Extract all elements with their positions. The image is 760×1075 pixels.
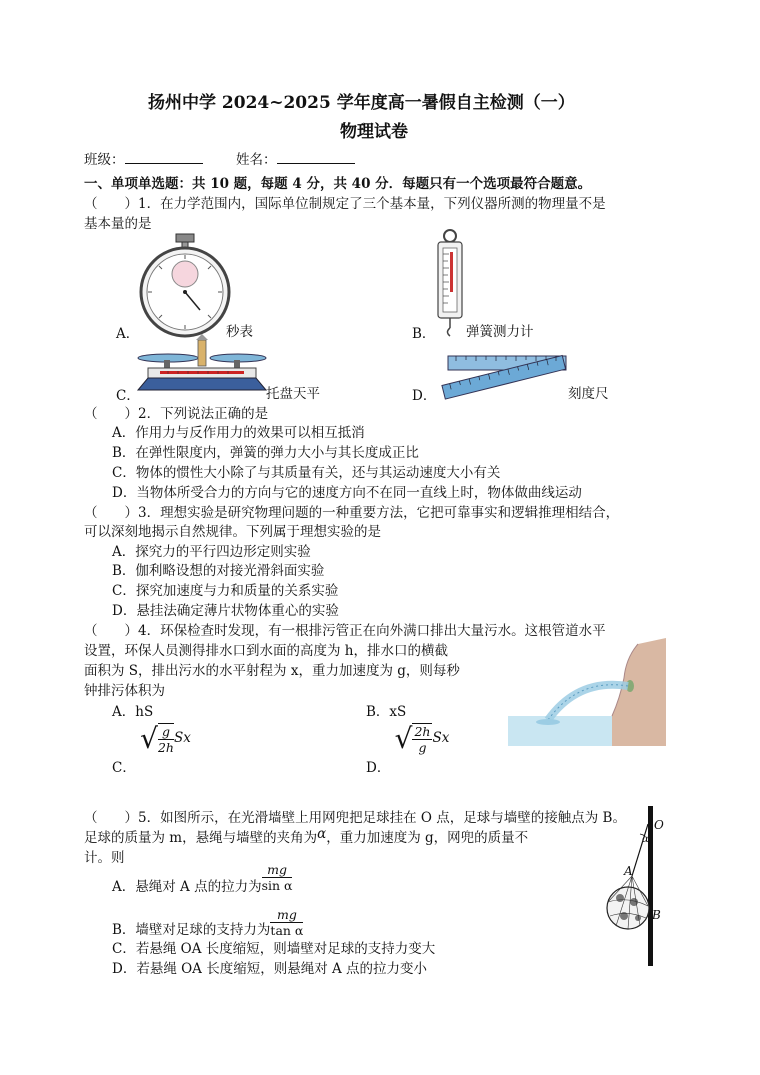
q4-d-fraction: $\frac{2h}{g}$ (414, 723, 431, 755)
q5-line2: 足球的质量为 m，悬绳与墙壁的夹角为α，重力加速度为 g，网兜的质量不 (84, 826, 529, 846)
q1-d-label: 刻度尺 (568, 386, 609, 402)
sqrt-symbol: √ (394, 722, 413, 755)
q2-option-a[interactable]: A．作用力与反作用力的效果可以相互抵消 (112, 425, 365, 441)
q5-line3: 计。则 (84, 850, 125, 866)
q4-line2: 设置，环保人员测得排水口到水面的高度为 h，排水口的横截 (84, 643, 448, 659)
class-field[interactable] (84, 148, 203, 168)
q1-option-c[interactable]: C． (116, 388, 140, 404)
q4-option-d[interactable]: D． √ $\frac{2h}{g}$ Sx (366, 722, 450, 776)
page-title: 扬州中学 2024~2025 学年度高一暑假自主检测（一） (148, 93, 575, 113)
q1-option-b[interactable]: B． (412, 326, 436, 342)
q1-line2: 基本量的是 (84, 216, 152, 232)
q3-option-d[interactable]: D．悬挂法确定薄片状物体重心的实验 (112, 603, 339, 619)
q4-line1: （ ）4．环保检查时发现，有一根排污管正在向外满口排出大量污水。这根管道水平 (84, 623, 606, 639)
fig-label-b: B (652, 908, 661, 922)
ruler-figure (442, 342, 568, 394)
q5-line1: （ ）5．如图所示，在光滑墙壁上用网兜把足球挂在 O 点，足球与墙壁的接触点为 B。 (84, 810, 626, 826)
q1-c-label: 托盘天平 (266, 386, 320, 402)
q4-line3: 面积为 S，排出污水的水平射程为 x，重力加速度为 g，则每秒 (84, 663, 460, 679)
stopwatch-figure (138, 234, 233, 334)
q3-option-c[interactable]: C．探究加速度与力和质量的关系实验 (112, 583, 339, 599)
q1-line1: （ ）1．在力学范围内，国际单位制规定了三个基本量，下列仪器所测的物理量不是 (84, 196, 606, 212)
q1-a-label: 秒表 (226, 324, 253, 340)
q1-option-d[interactable]: D． (412, 388, 437, 404)
fig-label-o: O (654, 818, 664, 832)
spring-scale-figure (432, 228, 468, 336)
q4-line4: 钟排污体积为 (84, 683, 165, 699)
football-figure (598, 806, 678, 966)
balance-figure (138, 338, 266, 398)
class-label: 班级： (84, 152, 125, 168)
name-label: 姓名： (236, 152, 277, 168)
q2-stem: （ ）2．下列说法正确的是 (84, 406, 269, 422)
name-blank (277, 151, 355, 164)
q4-c-fraction: $\frac{g}{2h}$ (157, 723, 174, 755)
q3-line1: （ ）3．理想实验是研究物理问题的一种重要方法，它把可靠事实和逻辑推理相结合， (84, 505, 620, 521)
q5-option-d[interactable]: D．若悬绳 OA 长度缩短，则悬绳对 A 点的拉力变小 (112, 961, 428, 977)
fig-label-a: A (624, 864, 633, 878)
sewage-pipe-figure (508, 638, 666, 746)
fig-label-alpha: α (642, 834, 649, 845)
name-field[interactable] (236, 148, 355, 168)
q3-option-b[interactable]: B．伽利略设想的对接光滑斜面实验 (112, 563, 325, 579)
q4-option-a[interactable]: A．hS (112, 704, 154, 720)
page-subtitle: 物理试卷 (340, 122, 408, 142)
class-blank (125, 151, 203, 164)
q2-option-c[interactable]: C．物体的惯性大小除了与其质量有关，还与其运动速度大小有关 (112, 465, 501, 481)
q5-option-c[interactable]: C．若悬绳 OA 长度缩短，则墙壁对足球的支持力变大 (112, 941, 436, 957)
section-heading: 一、单项单选题：共 10 题，每题 4 分，共 40 分．每题只有一个选项最符合题意。 (84, 176, 592, 192)
q1-b-label: 弹簧测力计 (466, 324, 534, 340)
q4-option-c[interactable]: C． √ $\frac{g}{2h}$ Sx (112, 722, 191, 776)
sqrt-symbol: √ (140, 722, 158, 755)
q3-line2: 可以深刻地揭示自然规律。下列属于理想实验的是 (84, 524, 381, 540)
q1-option-a[interactable]: A． (116, 326, 140, 342)
q2-option-d[interactable]: D．当物体所受合力的方向与它的速度方向不在同一直线上时，物体做曲线运动 (112, 485, 582, 501)
q5-option-a[interactable]: A．悬绳对 A 点的拉力为 $\frac{mg}{\text{sin α}}$ (112, 862, 293, 895)
q5-a-fraction: $\frac{mg}{\text{sin α}}$ (261, 862, 293, 893)
q5-b-fraction: $\frac{mg}{\text{tan α}}$ (270, 907, 304, 938)
q2-option-b[interactable]: B．在弹性限度内，弹簧的弹力大小与其长度成正比 (112, 445, 419, 461)
q4-option-b[interactable]: B．xS (366, 704, 407, 720)
q5-option-b[interactable]: B．墙壁对足球的支持力为 $\frac{mg}{\text{tan α}}$ (112, 907, 304, 938)
q3-option-a[interactable]: A．探究力的平行四边形定则实验 (112, 544, 311, 560)
